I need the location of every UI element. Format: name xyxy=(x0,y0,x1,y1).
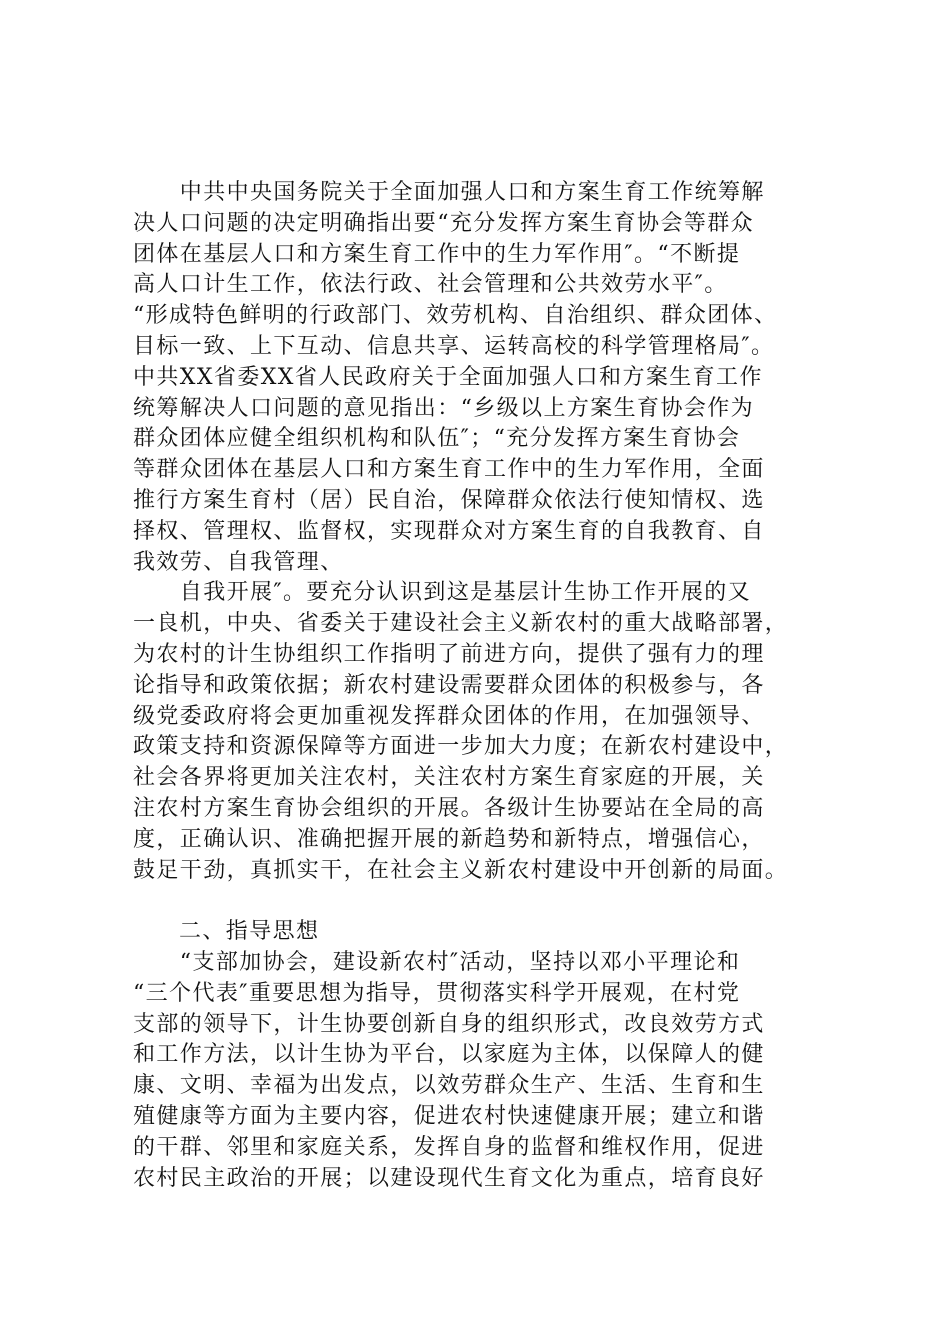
paragraph-new-countryside-opportunity: 自我开展″。要充分认识到这是基层计生协工作开展的又 一良机，中央、省委关于建设社会主义新农村的重大战略部署， 为农村的计生协组织工作指明了前进方向，提供了强有力的理 论指导和政策依据；新农村建设需要群众团体的积极参与，各 级党委政府将会更加重视发挥群众团体的作用，在加强领导、 政策支持和资源保障等方面进一步加大力度；在新农村建设中， 社会各界将更加关注农村，关注农村方案生育家庭的开展，关 注农村方案生育协会组织的开展。各级计生协要站在全局的高 度，正确认识、准确把握开展的新趋势和新特点，增强信心， 鼓足干劲，真抓实干，在社会主义新农村建设中开创新的局面。 xyxy=(133,580,789,883)
section-heading-guiding-ideology: 二、指导思想 xyxy=(179,919,320,945)
paragraph-guiding-ideology: “支部加协会，建设新农村″活动，坚持以邓小平理论和 “三个代表″重要思想为指导，贯彻落实科学开展观，在村党 支部的领导下，计生协要创新自身的组织形式，改良效劳方式 和工作方法，以计生协为平台，以家庭为主体，以保障人的健 康、文明、幸福为出发点，以效劳群众生产、生活、生育和生 殖健康等方面为主要内容，促进农村快速健康开展；建立和谐 的干群、邻里和家庭关系，发挥自身的监督和维权作用，促进 农村民主政治的开展；以建设现代生育文化为重点，培育良好 xyxy=(133,949,765,1191)
document-body xyxy=(133,178,833,1194)
paragraph-policy-background: 中共中央国务院关于全面加强人口和方案生育工作统筹解 决人口问题的决定明确指出要“充分发挥方案生育协会等群众 团体在基层人口和方案生育工作中的生力军作用″。“不断提 高人口计生工作，依法行政、社会管理和公共效劳水平″。 “形成特色鲜明的行政部门、效劳机构、自治组织、群众团体、 目标一致、上下互动、信息共享、运转高校的科学管理格局″。 中共XX省委XX省人民政府关于全面加强人口和方案生育工作 统筹解决人口问题的意见指出：“乡级以上方案生育协会作为 群众团体应健全组织机构和队伍″；“充分发挥方案生育协会 等群众团体在基层人口和方案生育工作中的生力军作用，全面 推行方案生育村（居）民自治，保障群众依法行使知情权、选 择权、管理权、监督权，实现群众对方案生育的自我教育、自 我效劳、自我管理、 xyxy=(133,180,778,575)
